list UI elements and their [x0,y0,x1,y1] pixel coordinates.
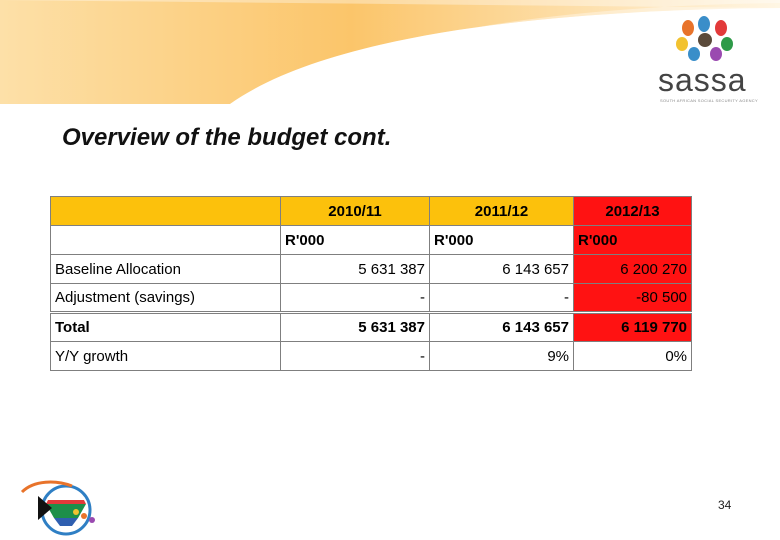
value-cell: 0% [574,342,692,371]
unit-cell: R'000 [430,226,574,255]
unit-empty-cell [51,226,281,255]
row-label: Adjustment (savings) [51,284,281,313]
logo-wordmark: sassa [658,62,747,98]
page-number: 34 [718,498,732,512]
logo-tagline: SOUTH AFRICAN SOCIAL SECURITY AGENCY [660,98,758,103]
table-row [51,342,692,371]
row-label: Y/Y growth [51,342,281,371]
row-label: Total [51,313,281,342]
hands-emblem-icon [670,16,740,62]
table-header-row [51,197,692,226]
value-cell: - [430,284,574,313]
freedom-anniversary-logo-icon [16,478,108,538]
budget-table [50,196,692,371]
value-cell: -80 500 [574,284,692,313]
unit-cell: R'000 [574,226,692,255]
value-cell: 6 143 657 [430,313,574,342]
value-cell: - [281,342,430,371]
sassa-logo [652,16,762,108]
header-2011-12: 2011/12 [430,197,574,226]
value-cell: 5 631 387 [281,313,430,342]
table-row [51,284,692,313]
value-cell: 6 119 770 [574,313,692,342]
table-unit-row [51,226,692,255]
header-2010-11: 2010/11 [281,197,430,226]
value-cell: 5 631 387 [281,255,430,284]
value-cell: - [281,284,430,313]
value-cell: 9% [430,342,574,371]
value-cell: 6 143 657 [430,255,574,284]
unit-cell: R'000 [281,226,430,255]
slide-title: Overview of the budget cont. [62,124,392,151]
row-label: Baseline Allocation [51,255,281,284]
table-row [51,255,692,284]
header-empty-cell [51,197,281,226]
table-row-total [51,313,692,342]
header-2012-13: 2012/13 [574,197,692,226]
value-cell: 6 200 270 [574,255,692,284]
